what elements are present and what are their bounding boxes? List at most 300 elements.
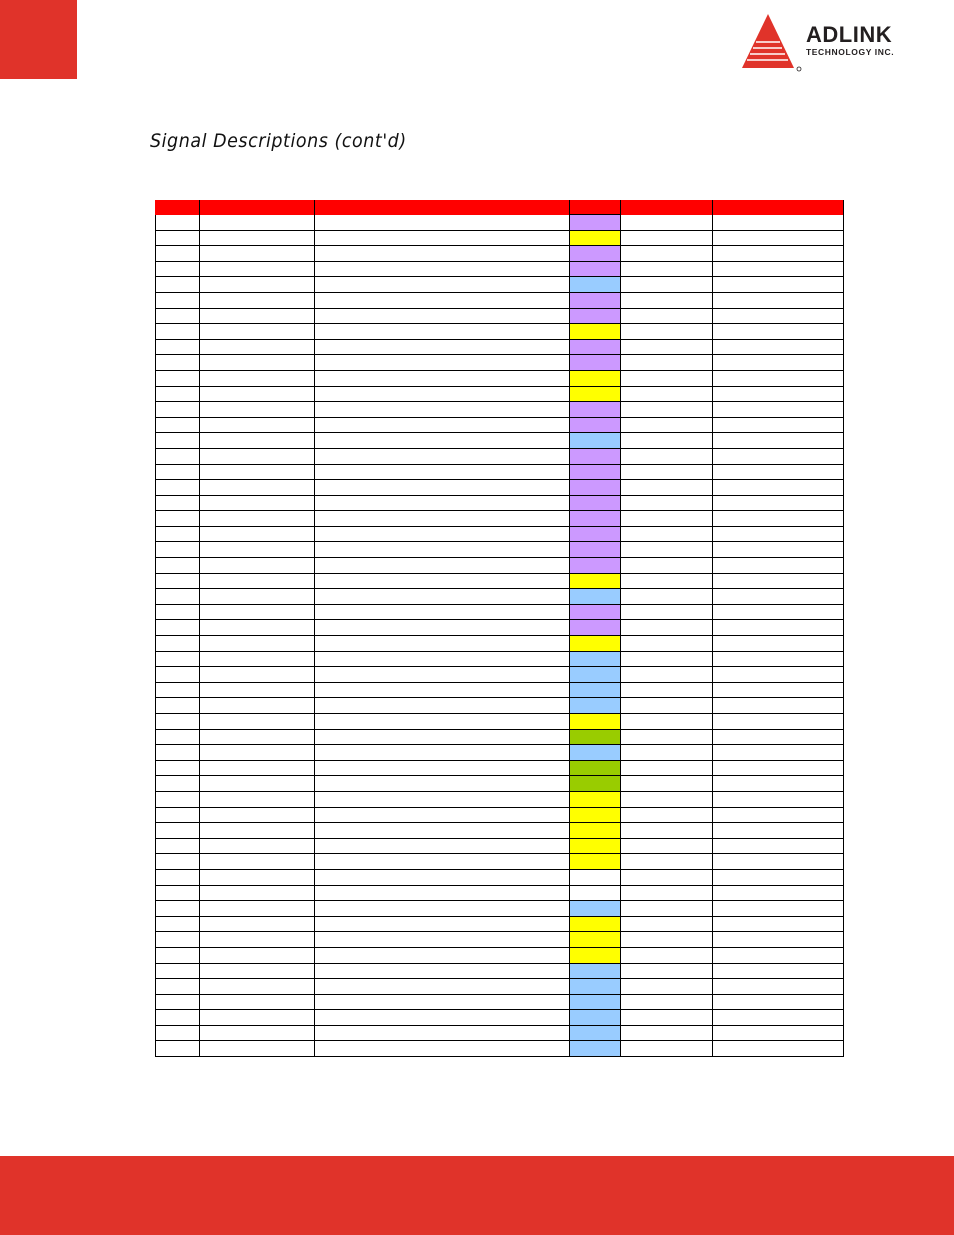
table-cell: [621, 932, 713, 948]
table-cell: [200, 776, 315, 792]
table-row: [156, 901, 844, 917]
table-cell: [200, 292, 315, 308]
table-row: [156, 215, 844, 231]
type-color-cell: [570, 448, 621, 464]
type-color-cell: [570, 807, 621, 823]
type-color-cell: [570, 230, 621, 246]
type-color-cell: [570, 292, 621, 308]
table-row: [156, 448, 844, 464]
table-cell: [621, 636, 713, 652]
table-cell: [156, 823, 200, 839]
table-cell: [713, 667, 844, 683]
type-color-cell: [570, 667, 621, 683]
table-cell: [621, 417, 713, 433]
table-row: [156, 402, 844, 418]
table-row: [156, 651, 844, 667]
logo-tagline: TECHNOLOGY INC.: [806, 47, 895, 57]
table-cell: [713, 729, 844, 745]
table-cell: [713, 355, 844, 371]
type-color-cell: [570, 869, 621, 885]
table-cell: [621, 620, 713, 636]
table-cell: [156, 901, 200, 917]
type-color-cell: [570, 339, 621, 355]
type-color-cell: [570, 776, 621, 792]
table-row: [156, 370, 844, 386]
table-cell: [713, 604, 844, 620]
table-cell: [200, 698, 315, 714]
page-title: Signal Descriptions (cont'd): [150, 130, 407, 152]
table-cell: [156, 667, 200, 683]
table-cell: [315, 916, 570, 932]
table-cell: [315, 885, 570, 901]
table-cell: [713, 558, 844, 574]
table-cell: [315, 433, 570, 449]
table-cell: [156, 636, 200, 652]
table-row: [156, 963, 844, 979]
type-color-cell: [570, 1025, 621, 1041]
table-cell: [315, 324, 570, 340]
table-cell: [315, 1010, 570, 1026]
table-cell: [713, 916, 844, 932]
table-cell: [621, 542, 713, 558]
table-cell: [713, 745, 844, 761]
table-cell: [200, 714, 315, 730]
table-cell: [315, 355, 570, 371]
table-cell: [200, 448, 315, 464]
table-cell: [200, 885, 315, 901]
table-row: [156, 760, 844, 776]
header-cell: [713, 200, 844, 215]
table-cell: [200, 261, 315, 277]
type-color-cell: [570, 791, 621, 807]
logo-name: ADLINK: [806, 22, 893, 47]
table-cell: [200, 339, 315, 355]
table-cell: [200, 729, 315, 745]
table-body: [156, 215, 844, 1057]
table-cell: [713, 651, 844, 667]
type-color-cell: [570, 308, 621, 324]
table-row: [156, 1041, 844, 1057]
table-cell: [156, 511, 200, 527]
table-cell: [621, 651, 713, 667]
table-row: [156, 698, 844, 714]
table-cell: [621, 324, 713, 340]
table-cell: [713, 402, 844, 418]
table-cell: [713, 339, 844, 355]
table-cell: [200, 417, 315, 433]
table-cell: [713, 230, 844, 246]
table-cell: [621, 292, 713, 308]
table-cell: [315, 807, 570, 823]
table-row: [156, 807, 844, 823]
table-row: [156, 355, 844, 371]
type-color-cell: [570, 729, 621, 745]
table-cell: [156, 776, 200, 792]
table-cell: [200, 994, 315, 1010]
table-cell: [713, 682, 844, 698]
table-cell: [315, 823, 570, 839]
table-cell: [315, 339, 570, 355]
table-cell: [315, 994, 570, 1010]
table-cell: [713, 1025, 844, 1041]
table-cell: [621, 308, 713, 324]
type-color-cell: [570, 745, 621, 761]
table-cell: [713, 791, 844, 807]
table-cell: [200, 667, 315, 683]
table-row: [156, 854, 844, 870]
type-color-cell: [570, 386, 621, 402]
table-cell: [315, 1025, 570, 1041]
table-cell: [156, 480, 200, 496]
table-cell: [156, 355, 200, 371]
table-cell: [315, 869, 570, 885]
table-row: [156, 589, 844, 605]
table-cell: [200, 916, 315, 932]
table-cell: [713, 292, 844, 308]
table-cell: [156, 402, 200, 418]
table-cell: [621, 698, 713, 714]
table-cell: [200, 760, 315, 776]
table-cell: [156, 885, 200, 901]
table-row: [156, 620, 844, 636]
table-row: [156, 869, 844, 885]
table-cell: [156, 604, 200, 620]
type-color-cell: [570, 620, 621, 636]
table-cell: [621, 433, 713, 449]
table-cell: [200, 526, 315, 542]
table-cell: [200, 230, 315, 246]
table-cell: [621, 480, 713, 496]
header-cell: [200, 200, 315, 215]
table-row: [156, 573, 844, 589]
table-cell: [200, 464, 315, 480]
table-cell: [156, 791, 200, 807]
table-cell: [621, 1025, 713, 1041]
table-cell: [315, 464, 570, 480]
table-cell: [621, 885, 713, 901]
table-cell: [315, 838, 570, 854]
type-color-cell: [570, 979, 621, 995]
table-cell: [315, 620, 570, 636]
table-cell: [200, 386, 315, 402]
table-row: [156, 947, 844, 963]
table-cell: [156, 558, 200, 574]
table-cell: [713, 480, 844, 496]
table-cell: [200, 963, 315, 979]
table-cell: [315, 573, 570, 589]
table-cell: [713, 417, 844, 433]
header-cell: [621, 200, 713, 215]
type-color-cell: [570, 651, 621, 667]
type-color-cell: [570, 495, 621, 511]
type-color-cell: [570, 402, 621, 418]
header-cell: [156, 200, 200, 215]
table-row: [156, 776, 844, 792]
table-cell: [315, 979, 570, 995]
table-cell: [156, 620, 200, 636]
table-cell: [315, 417, 570, 433]
table-row: [156, 729, 844, 745]
table-cell: [621, 604, 713, 620]
type-color-cell: [570, 636, 621, 652]
table-cell: [621, 370, 713, 386]
table-cell: [156, 807, 200, 823]
table-cell: [621, 277, 713, 293]
table-cell: [200, 324, 315, 340]
table-cell: [200, 869, 315, 885]
table-cell: [713, 1041, 844, 1057]
table-cell: [315, 589, 570, 605]
table-cell: [156, 1010, 200, 1026]
type-color-cell: [570, 355, 621, 371]
table-row: [156, 682, 844, 698]
table-cell: [200, 215, 315, 231]
table-cell: [200, 901, 315, 917]
table-cell: [713, 854, 844, 870]
table-cell: [156, 838, 200, 854]
table-cell: [621, 791, 713, 807]
table-row: [156, 324, 844, 340]
header-cell: [570, 200, 621, 215]
table-cell: [200, 589, 315, 605]
type-color-cell: [570, 823, 621, 839]
table-row: [156, 791, 844, 807]
table-cell: [621, 729, 713, 745]
table-cell: [713, 823, 844, 839]
table-cell: [713, 1010, 844, 1026]
table-cell: [156, 308, 200, 324]
table-cell: [156, 386, 200, 402]
table-cell: [713, 994, 844, 1010]
adlink-logo: [742, 12, 932, 74]
table-cell: [315, 1041, 570, 1057]
table-cell: [315, 246, 570, 262]
table-cell: [315, 963, 570, 979]
table-cell: [156, 714, 200, 730]
table-cell: [315, 714, 570, 730]
type-color-cell: [570, 433, 621, 449]
table-cell: [713, 869, 844, 885]
table-row: [156, 292, 844, 308]
type-color-cell: [570, 558, 621, 574]
table-cell: [156, 932, 200, 948]
table-cell: [713, 714, 844, 730]
type-color-cell: [570, 511, 621, 527]
type-color-cell: [570, 542, 621, 558]
table-cell: [315, 776, 570, 792]
table-row: [156, 417, 844, 433]
table-cell: [315, 745, 570, 761]
table-cell: [621, 495, 713, 511]
table-cell: [713, 698, 844, 714]
type-color-cell: [570, 480, 621, 496]
table-row: [156, 246, 844, 262]
table-cell: [713, 246, 844, 262]
table-cell: [156, 1041, 200, 1057]
type-color-cell: [570, 994, 621, 1010]
table-row: [156, 1010, 844, 1026]
table-cell: [315, 854, 570, 870]
table-cell: [200, 511, 315, 527]
table-cell: [156, 698, 200, 714]
table-cell: [713, 636, 844, 652]
table-cell: [621, 994, 713, 1010]
type-color-cell: [570, 370, 621, 386]
table-cell: [200, 433, 315, 449]
table-cell: [156, 963, 200, 979]
table-cell: [315, 932, 570, 948]
table-cell: [156, 979, 200, 995]
table-cell: [315, 791, 570, 807]
table-cell: [156, 495, 200, 511]
footer-band: [0, 1156, 954, 1235]
table-cell: [200, 620, 315, 636]
table-cell: [200, 495, 315, 511]
table-cell: [156, 324, 200, 340]
table-cell: [621, 511, 713, 527]
table-cell: [200, 932, 315, 948]
table-cell: [713, 215, 844, 231]
table-row: [156, 386, 844, 402]
table-cell: [621, 807, 713, 823]
table-cell: [156, 292, 200, 308]
table-cell: [156, 339, 200, 355]
table-row: [156, 511, 844, 527]
table-row: [156, 277, 844, 293]
table-cell: [713, 947, 844, 963]
table-header-row: [156, 200, 844, 215]
table-cell: [621, 230, 713, 246]
table-cell: [621, 776, 713, 792]
table-cell: [315, 698, 570, 714]
table-row: [156, 745, 844, 761]
table-cell: [621, 854, 713, 870]
type-color-cell: [570, 1010, 621, 1026]
table-cell: [621, 573, 713, 589]
table-cell: [200, 402, 315, 418]
table-cell: [315, 277, 570, 293]
table-cell: [200, 573, 315, 589]
table-cell: [156, 261, 200, 277]
table-cell: [156, 760, 200, 776]
table-row: [156, 433, 844, 449]
signal-table: [155, 200, 844, 1057]
table-cell: [621, 760, 713, 776]
table-cell: [200, 308, 315, 324]
table-cell: [713, 448, 844, 464]
table-row: [156, 542, 844, 558]
table-cell: [621, 823, 713, 839]
table-cell: [315, 230, 570, 246]
table-cell: [713, 277, 844, 293]
table-cell: [621, 745, 713, 761]
table-cell: [156, 448, 200, 464]
type-color-cell: [570, 526, 621, 542]
table-cell: [156, 417, 200, 433]
type-color-cell: [570, 885, 621, 901]
table-cell: [713, 495, 844, 511]
table-cell: [200, 651, 315, 667]
type-color-cell: [570, 714, 621, 730]
table-row: [156, 994, 844, 1010]
logo-triangle-icon: [742, 12, 802, 74]
table-cell: [200, 947, 315, 963]
table-cell: [315, 215, 570, 231]
table-cell: [156, 573, 200, 589]
table-cell: [713, 885, 844, 901]
table-cell: [621, 963, 713, 979]
table-cell: [713, 261, 844, 277]
table-cell: [621, 386, 713, 402]
table-cell: [200, 682, 315, 698]
table-cell: [713, 542, 844, 558]
table-row: [156, 916, 844, 932]
table-cell: [156, 854, 200, 870]
table-cell: [713, 526, 844, 542]
table-cell: [713, 573, 844, 589]
table-cell: [621, 558, 713, 574]
table-cell: [156, 215, 200, 231]
table-cell: [621, 947, 713, 963]
table-cell: [621, 215, 713, 231]
type-color-cell: [570, 838, 621, 854]
table-cell: [315, 448, 570, 464]
table-cell: [156, 869, 200, 885]
table-cell: [156, 994, 200, 1010]
table-row: [156, 823, 844, 839]
table-row: [156, 838, 844, 854]
table-cell: [713, 776, 844, 792]
table-cell: [156, 1025, 200, 1041]
table-cell: [315, 682, 570, 698]
table-cell: [156, 916, 200, 932]
table-cell: [621, 464, 713, 480]
table-cell: [621, 901, 713, 917]
table-cell: [200, 355, 315, 371]
type-color-cell: [570, 963, 621, 979]
type-color-cell: [570, 589, 621, 605]
table-cell: [315, 901, 570, 917]
table-cell: [315, 495, 570, 511]
table-cell: [713, 324, 844, 340]
table-cell: [315, 729, 570, 745]
type-color-cell: [570, 277, 621, 293]
type-color-cell: [570, 698, 621, 714]
table-cell: [315, 651, 570, 667]
table-row: [156, 885, 844, 901]
table-cell: [621, 339, 713, 355]
table-cell: [315, 760, 570, 776]
table-row: [156, 526, 844, 542]
table-cell: [200, 838, 315, 854]
type-color-cell: [570, 901, 621, 917]
type-color-cell: [570, 760, 621, 776]
table-cell: [315, 558, 570, 574]
table-cell: [713, 760, 844, 776]
table-cell: [621, 869, 713, 885]
table-cell: [621, 979, 713, 995]
table-cell: [156, 246, 200, 262]
table-cell: [713, 464, 844, 480]
table-cell: [713, 979, 844, 995]
table-cell: [156, 464, 200, 480]
table-cell: [200, 277, 315, 293]
type-color-cell: [570, 246, 621, 262]
table-cell: [156, 651, 200, 667]
table-cell: [156, 230, 200, 246]
table-cell: [713, 838, 844, 854]
table-cell: [315, 667, 570, 683]
